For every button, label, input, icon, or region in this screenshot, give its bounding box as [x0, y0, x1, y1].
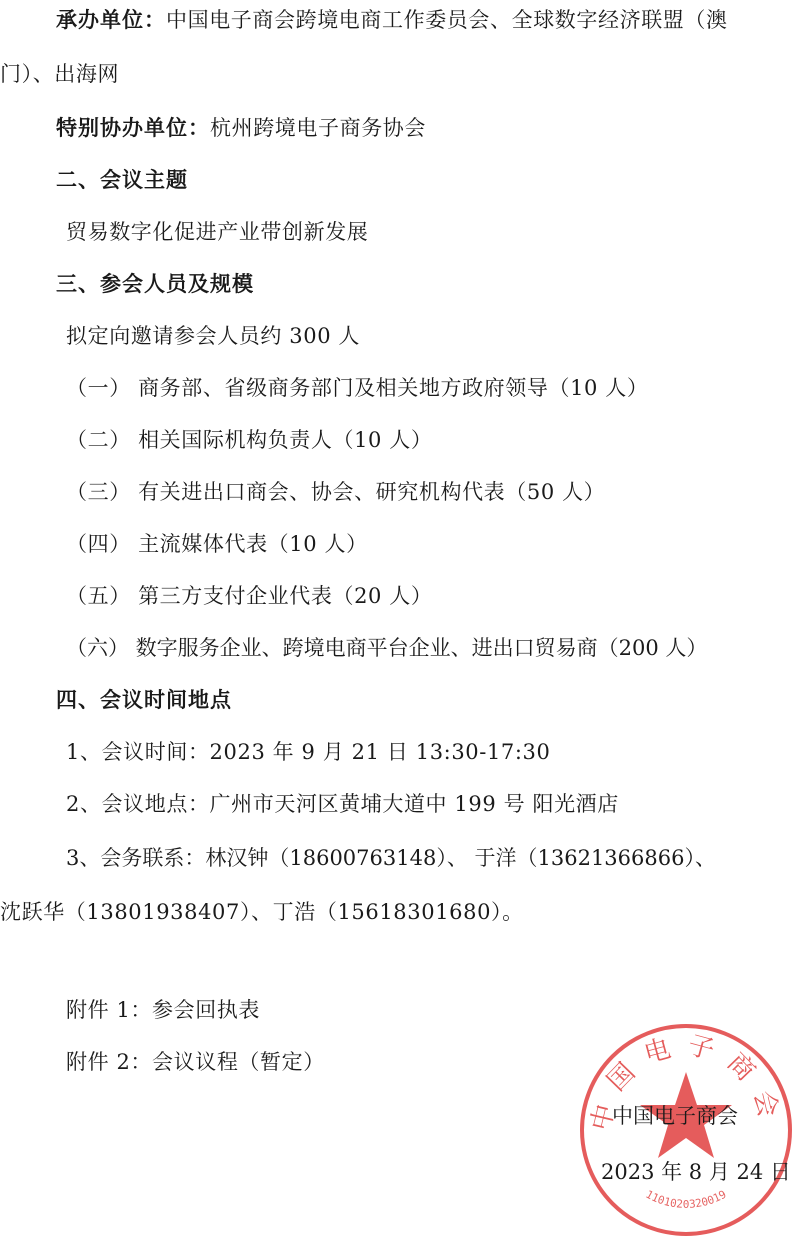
attendee-item: （四） 主流媒体代表（10 人） — [66, 532, 368, 556]
attendee-item: （二） 相关国际机构负责人（10 人） — [66, 428, 433, 452]
organizers-line-1 — [56, 6, 728, 34]
attachment-1: 附件 1：参会回执表 — [66, 998, 261, 1022]
attendee-item: （六） 数字服务企业、跨境电商平台企业、进出口贸易商（200 人） — [66, 636, 708, 660]
organizers-text-1: 中国电子商会跨境电商工作委员会、全球数字经济联盟（澳 — [166, 8, 728, 32]
meeting-time: 1、会议时间：2023 年 9 月 21 日 13:30-17:30 — [66, 740, 551, 764]
svg-text:1101020320019: 1101020320019 — [643, 1187, 729, 1211]
section-heading-theme: 二、会议主题 — [56, 168, 188, 192]
svg-text:中国电子商会: 中国电子商会 — [586, 1030, 786, 1134]
meeting-contact-line-2: 沈跃华（13801938407）、丁浩（15618301680）。 — [0, 900, 524, 924]
official-seal-icon — [566, 1010, 802, 1250]
attendee-item: （三） 有关进出口商会、协会、研究机构代表（50 人） — [66, 480, 606, 504]
signature-org: 中国电子商会 — [612, 1104, 738, 1128]
signature-date: 2023 年 8 月 24 日 — [601, 1160, 791, 1184]
theme-text: 贸易数字化促进产业带创新发展 — [66, 220, 369, 244]
attendee-item: （一） 商务部、省级商务部门及相关地方政府领导（10 人） — [66, 376, 649, 400]
attachment-2: 附件 2：会议议程（暂定） — [66, 1050, 325, 1074]
attendee-item: （五） 第三方支付企业代表（20 人） — [66, 584, 433, 608]
section-heading-attendees: 三、参会人员及规模 — [56, 272, 254, 296]
meeting-contact-line-1: 3、会务联系：林汉钟（18600763148）、 于洋（13621366866）、 — [66, 846, 716, 870]
organizers-label: 承办单位： — [56, 8, 166, 32]
attendees-intro: 拟定向邀请参会人员约 300 人 — [66, 324, 361, 348]
special-coorganizer-text: 杭州跨境电子商务协会 — [210, 116, 426, 140]
special-coorganizer-label: 特别协办单位： — [56, 116, 210, 140]
organizers-line-2: 门）、出海网 — [0, 62, 120, 86]
special-coorganizer-line — [56, 114, 426, 142]
section-heading-time-place: 四、会议时间地点 — [56, 688, 232, 712]
meeting-place: 2、会议地点：广州市天河区黄埔大道中 199 号 阳光酒店 — [66, 792, 619, 816]
